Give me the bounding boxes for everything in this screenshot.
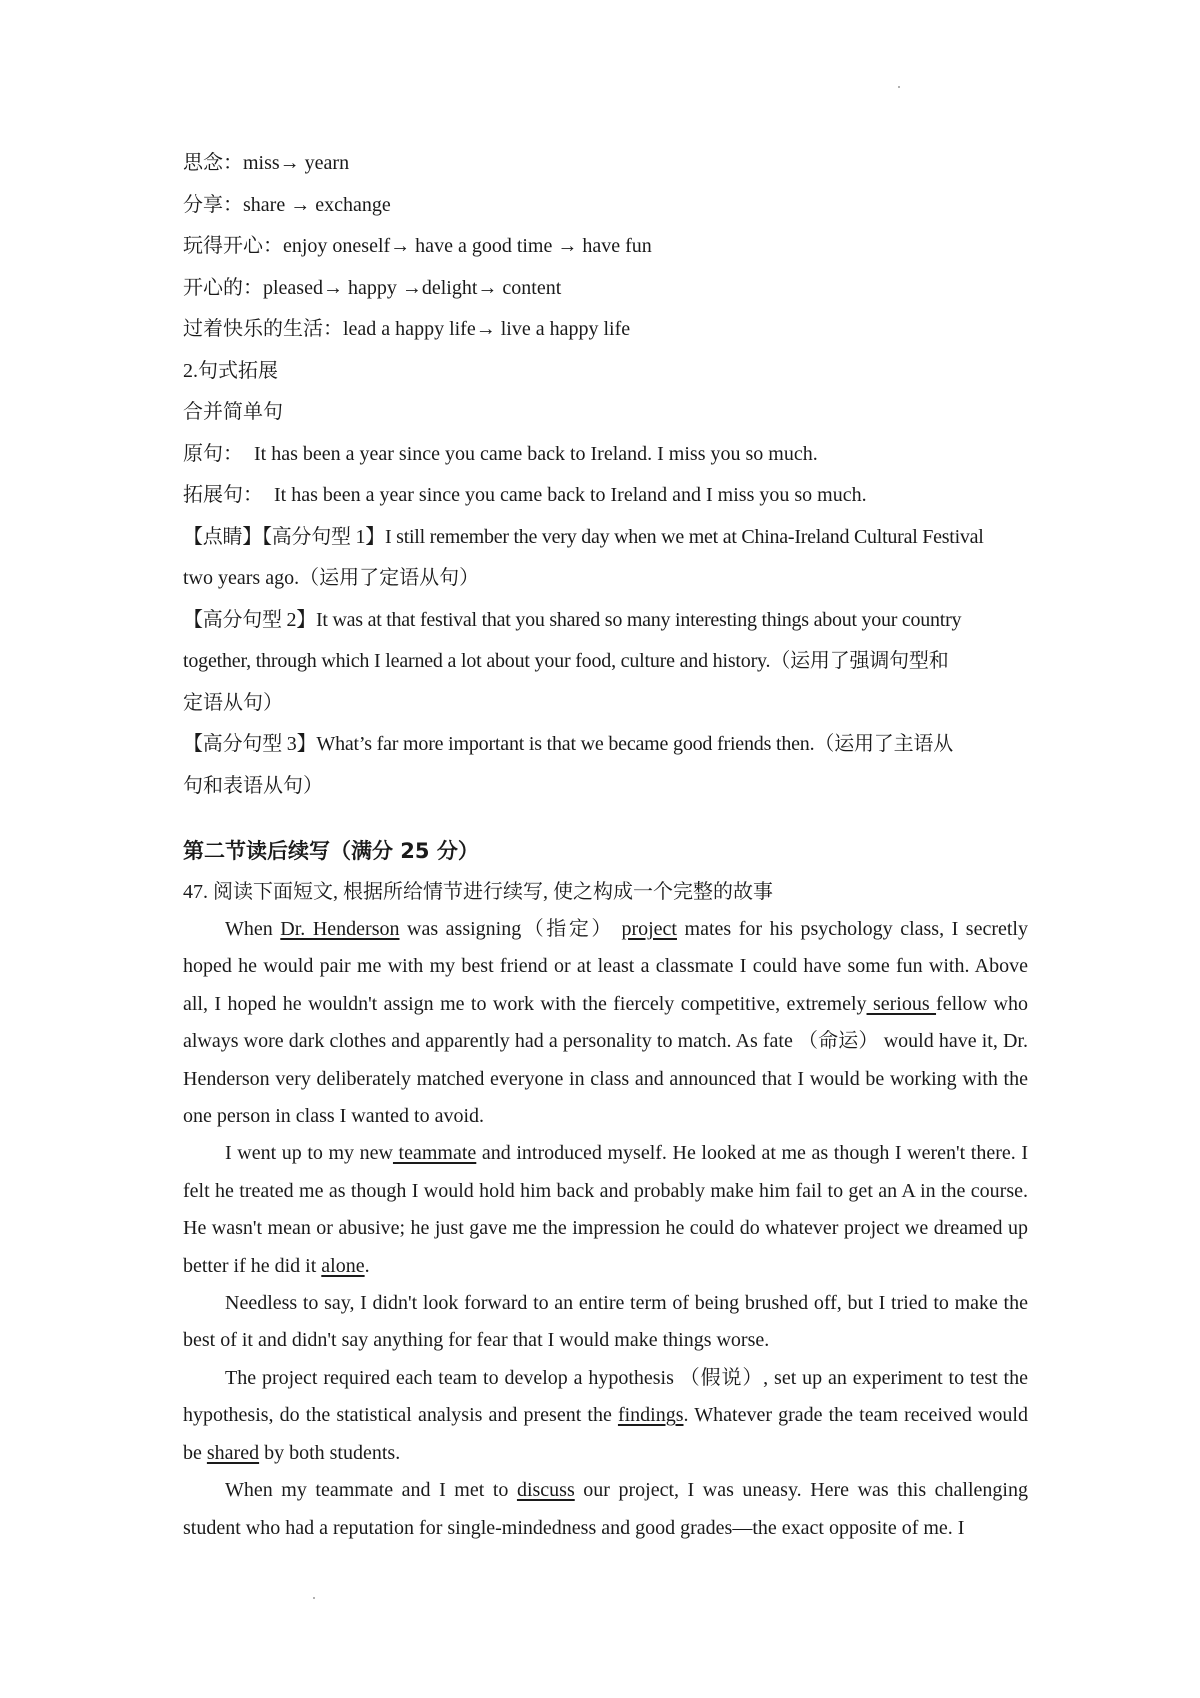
underlined-word: Dr. Henderson bbox=[280, 918, 400, 940]
story-paragraph: When my teammate and I met to discuss our project, I was uneasy. Here was this challenging student who had a reputation for single-mindedness and good grades—the exact opposite of me. I bbox=[183, 1479, 1028, 1539]
highlight-1-line-1: 【点睛】【高分句型 1】I still remember the very day when we met at China-Ireland Cultural Festival bbox=[183, 525, 984, 548]
highlight-2-line-2: together, through which I learned a lot about your food, culture and history.（运用了强调句型和 bbox=[183, 650, 949, 672]
underlined-word: discuss bbox=[516, 1479, 575, 1502]
underlined-word: alone bbox=[321, 1254, 365, 1277]
story-paragraph: The project required each team to develop a hypothesis （假说）, set up an experiment to test the hypothesis, do the statistical analysis and present the findings. Whatever grade the team received would be shared by both students. bbox=[183, 1366, 1028, 1464]
underlined-word: teammate bbox=[392, 1142, 477, 1165]
expanded-sentence-line bbox=[183, 475, 1028, 517]
highlight-1-line-2: two years ago.（运用了定语从句） bbox=[183, 567, 480, 589]
document-page bbox=[183, 143, 1028, 1547]
vocab-item: 玩得开心：enjoy oneself→ have a good time → have fun bbox=[183, 235, 652, 257]
vocab-item: 分享：share → exchange bbox=[183, 193, 391, 216]
subsection-title: 合并简单句 bbox=[183, 401, 283, 423]
highlight-2-line-3: 定语从句） bbox=[183, 691, 283, 714]
vocab-item: 开心的：pleased→ happy →delight→ content bbox=[183, 276, 562, 299]
vocab-list bbox=[183, 143, 1028, 351]
underlined-word: shared bbox=[206, 1441, 260, 1464]
scan-dot bbox=[898, 86, 900, 88]
vocab-item: 过着快乐的生活：lead a happy life→ live a happy life bbox=[183, 318, 631, 340]
scan-dot bbox=[313, 1597, 315, 1599]
vocab-item: 思念：miss→ yearn bbox=[183, 152, 350, 174]
story-paragraph: Needless to say, I didn't look forward to an entire term of being brushed off, but I tried to make the best of it and didn't say anything for fear that I would make things worse. bbox=[183, 1292, 1028, 1352]
expanded-sentence: It has been a year since you came back to Ireland and I miss you so much. bbox=[274, 484, 867, 506]
underlined-word: serious bbox=[866, 992, 937, 1015]
underlined-word: findings bbox=[617, 1404, 684, 1427]
part-heading: 第二节读后续写（满分 25 分） bbox=[183, 839, 479, 863]
highlight-3-line-2: 句和表语从句） bbox=[183, 774, 323, 797]
original-label: 原句： bbox=[183, 442, 243, 465]
underlined-word: project bbox=[621, 918, 677, 940]
section-title: 2.句式拓展 bbox=[183, 359, 278, 382]
story-passage bbox=[183, 911, 1028, 1547]
highlight-2-line-1: 【高分句型 2】It was at that festival that you shared so many interesting things about your country bbox=[183, 608, 962, 631]
question-prompt: 47. 阅读下面短文, 根据所给情节进行续写, 使之构成一个完整的故事 bbox=[183, 881, 773, 903]
original-sentence: It has been a year since you came back to Ireland. I miss you so much. bbox=[254, 442, 818, 465]
expanded-label: 拓展句： bbox=[183, 484, 263, 506]
highlight-3-line-1: 【高分句型 3】What’s far more important is that we became good friends then.（运用了主语从 bbox=[183, 733, 953, 755]
original-sentence-line bbox=[183, 434, 1028, 476]
story-paragraph: I went up to my new teammate and introduced myself. He looked at me as though I weren't there. I felt he treated me as though I would hold him back and probably make him fail to get an A in the course. He wasn't mean or abusive; he just gave me the impression he could do whatever project we dreamed up better if he did it alone. bbox=[183, 1142, 1029, 1277]
story-paragraph: When Dr. Henderson was assigning（指定） project mates for his psychology class, I secretly hoped he would pair me with my best friend or at least a classmate I could have some fun with. Above all, I hoped he wouldn't assign me to work with the fiercely competitive, extremely serious fellow who always wore dark clothes and apparently had a personality to match. As fate （命运） would have it, Dr. Henderson very deliberately matched everyone in class and announced that I would be working with the one person in class I wanted to avoid. bbox=[183, 918, 1028, 1128]
